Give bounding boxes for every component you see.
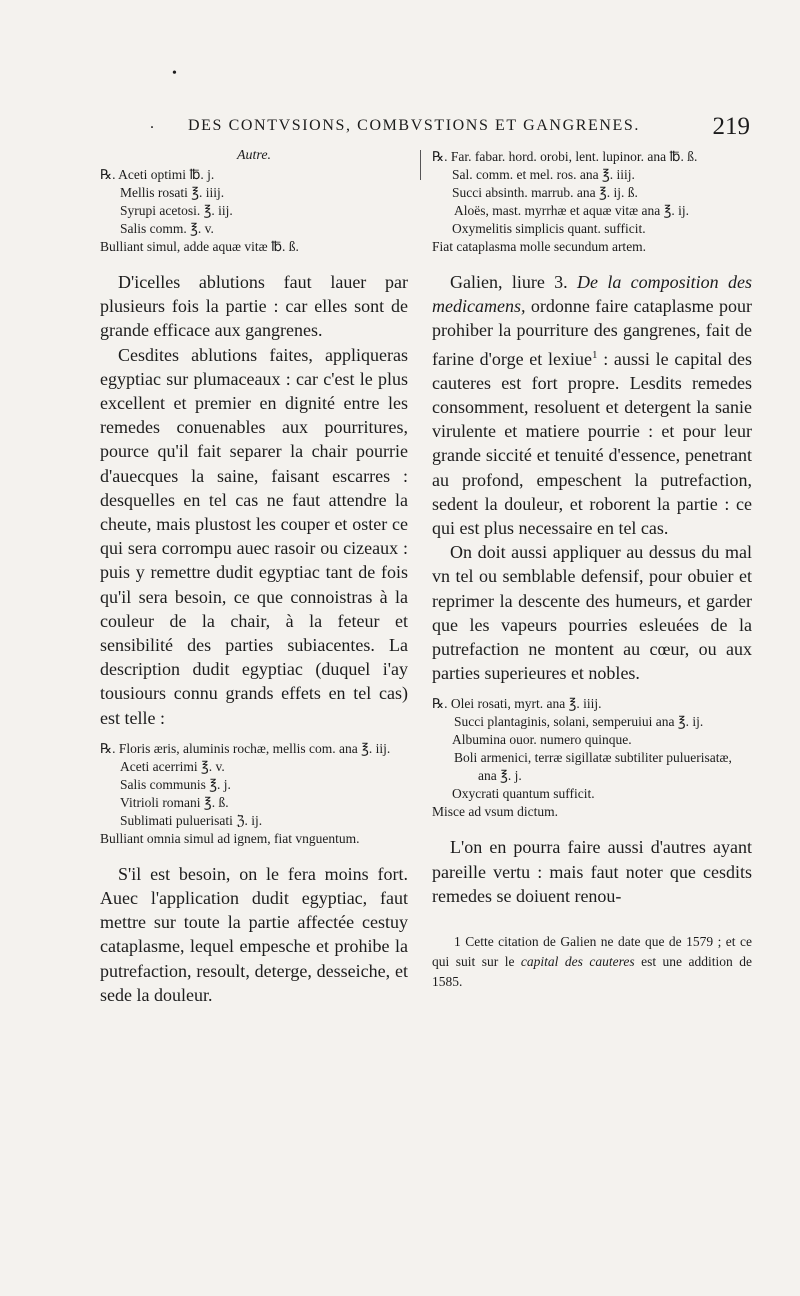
recipe-heading: Autre. — [236, 148, 272, 163]
text-run: ordonne faire cataplasme pour prohiber la pourriture des gangrenes, fait de farine d'orge et lexiue — [432, 296, 752, 369]
recipe-line: ℞. Aceti optimi ℔. j. — [100, 167, 215, 182]
footnote-number: 1 — [454, 934, 461, 950]
header-dot: . — [150, 115, 154, 132]
paragraph: S'il est besoin, on le fera moins fort. Auec l'application dudit egyptiac, faut mettre sur toute la partie affectée cestuy cataplasme, lequel empesche et prohibe la putrefaction, resoult, deterge, desseiche, et sede la douleur. — [100, 863, 408, 1005]
printer-mark: • — [172, 66, 177, 81]
recipe-line: Misce ad vsum dictum. — [432, 804, 558, 820]
book-title: De la composition des medicamens, — [432, 272, 753, 317]
recipe-block — [432, 695, 752, 821]
paragraph: L'on en pourra faire aussi d'autres ayant pareille vertu : mais faut noter que cesdits remedes se doiuent renou- — [432, 837, 752, 906]
recipe-line: Boli armenici, terræ sigillatæ subtiliter puluerisatæ, ana ℥. j. — [454, 750, 732, 784]
recipe-line: Bulliant omnia simul ad ignem, fiat vnguentum. — [100, 830, 360, 846]
footnote — [432, 932, 752, 992]
recipe-block — [100, 740, 408, 848]
recipe-line: Albumina ouor. numero quinque. — [452, 732, 632, 748]
recipe-line: Aloës, mast. myrrhæ et aquæ vitæ ana ℥. ij. — [454, 203, 690, 218]
footnote-italic: capital des cauteres — [520, 954, 635, 970]
footnote-reference[interactable]: 1 — [591, 348, 598, 361]
running-header — [150, 113, 750, 143]
recipe-line: ℞. Floris æris, aluminis rochæ, mellis com. ana ℥. iij. — [100, 740, 391, 756]
recipe-line: Oxymelitis simplicis quant. sufficit. — [452, 221, 646, 236]
left-column — [100, 148, 408, 1007]
column-divider — [420, 150, 421, 180]
recipe-line: Vitrioli romani ℥. ß. — [120, 794, 229, 810]
recipe-line: Sal. comm. et mel. ros. ana ℥. iiij. — [452, 167, 635, 182]
recipe-line: Salis comm. ℥. v. — [120, 221, 214, 236]
right-column — [432, 148, 752, 992]
paragraph: D'icelles ablutions faut lauer par plusieurs fois la partie : car elles sont de grande efficace aux gangrenes. — [100, 272, 408, 341]
paragraph: Cesdites ablutions faites, appliqueras egyptiac sur plumaceaux : car c'est le plus excellent et premier en dignité entre les remedes conuenables aux pourritures, pource qu'il fait separer la chair pourrie d'auecques la saine, faisant escarres : desquelles en tel cas ne faut attendre la cheute, mais plustost les couper et oster ce qui sera corrompu auec rasoir ou cizeaux : puis y remettre dudit egyptiac tant de fois qu'il sera besoin, ce que connoistras à la couleur de la chair, à la feteur et sensibilité des parties subiacentes. La description dudit egyptiac (duquel i'ay tousiours connu grands effets en tel cas) est telle : — [100, 344, 408, 728]
running-title: DES CONTVSIONS, COMBVSTIONS ET GANGRENES. — [188, 117, 641, 134]
recipe-line: Mellis rosati ℥. iiij. — [120, 185, 225, 200]
recipe-line: Oxycrati quantum sufficit. — [452, 786, 595, 802]
page-number: 219 — [712, 113, 750, 140]
recipe-line: ℞. Olei rosati, myrt. ana ℥. iiij. — [432, 696, 602, 712]
recipe-line: Bulliant simul, adde aquæ vitæ ℔. ß. — [100, 239, 299, 254]
recipe-block — [432, 148, 752, 256]
recipe-line: ℞. Far. fabar. hord. orobi, lent. lupinor. ana ℔. ß. — [432, 149, 698, 164]
paragraph: On doit aussi appliquer au dessus du mal vn tel ou semblable defensif, pour obuier et reprimer la descente des humeurs, et garder que les vapeurs pourries esleuées de la putrefaction ne montent au cœur, ou aux parties superieures et nobles. — [432, 542, 752, 684]
recipe-line: Syrupi acetosi. ℥. iij. — [120, 203, 233, 218]
text-run: Cette citation de Galien ne date que de 1579 ; et ce qui suit sur le — [432, 934, 752, 970]
recipe-line: Fiat cataplasma molle secundum artem. — [432, 239, 647, 254]
recipe-line: Sublimati puluerisati ℨ. ij. — [120, 812, 263, 828]
recipe-line: Succi plantaginis, solani, semperuiui ana ℥. ij. — [454, 714, 704, 730]
text-run: : aussi le capital des cauteres est fort propre. Lesdits remedes consomment, resoluent et detergent la sanie virulente et matiere pourrie : et pour leur grande siccité et tenuité d'essence, penetrant au profond, empeschent la putrefaction, sedent la douleur, et roborent la partie : ce qui est plus necessaire en tel cas. — [432, 348, 752, 539]
text-run: Galien, liure 3. — [450, 272, 577, 292]
recipe-block — [100, 166, 408, 256]
recipe-line: Succi absinth. marrub. ana ℥. ij. ß. — [452, 185, 638, 200]
recipe-line: Aceti acerrimi ℥. v. — [120, 758, 225, 774]
paragraph — [432, 270, 752, 540]
recipe-line: Salis communis ℥. j. — [120, 776, 231, 792]
text-run: est une addition de 1585. — [432, 954, 752, 990]
